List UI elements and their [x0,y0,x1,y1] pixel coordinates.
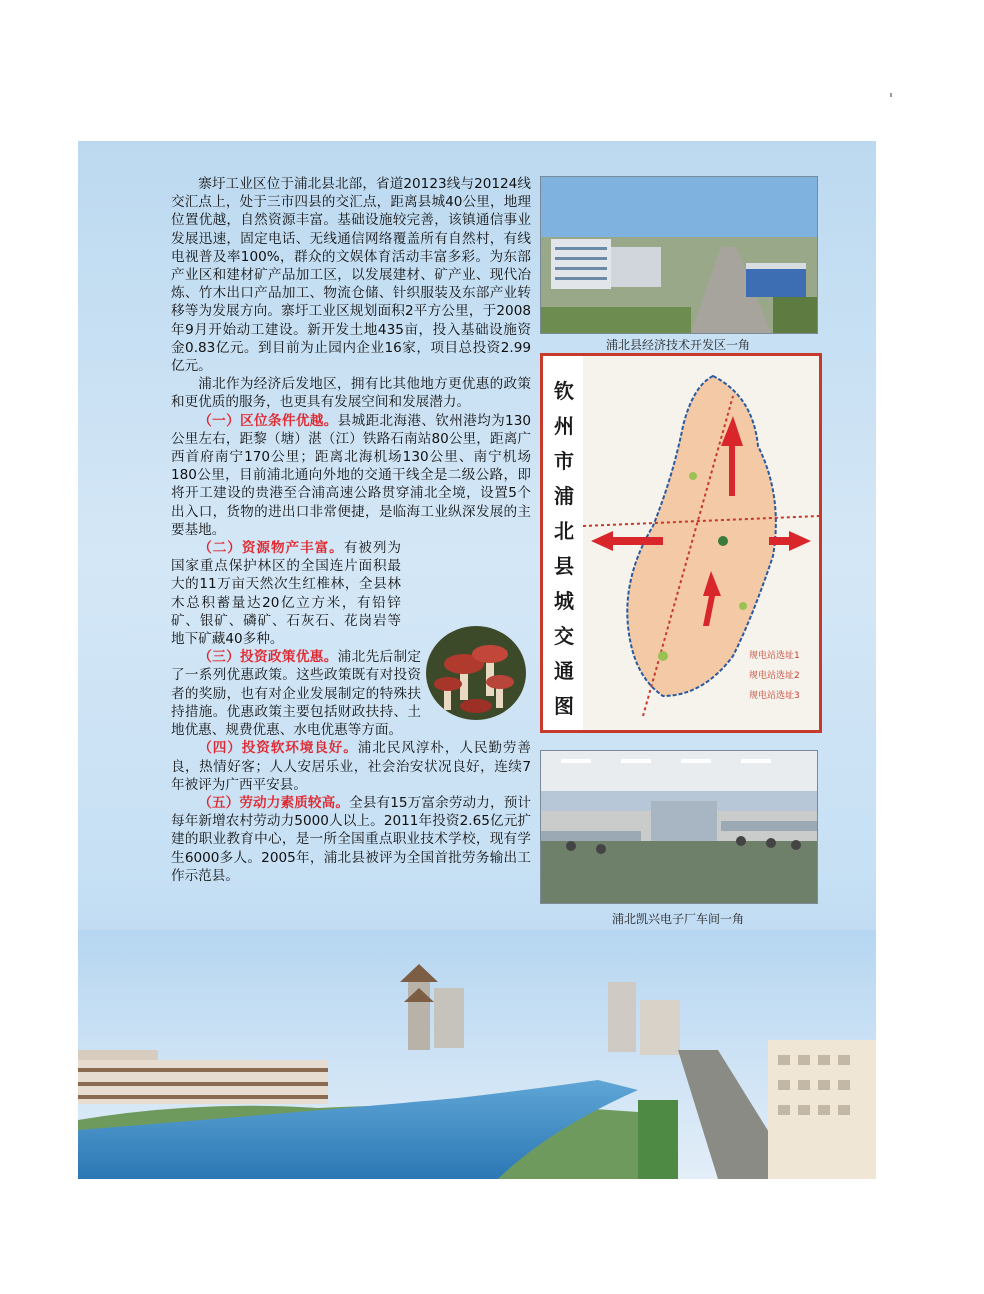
map-title-char: 交 [554,624,574,648]
map-title-char: 图 [554,694,574,718]
section-heading: （五）劳动力素质较高。 [198,794,350,811]
paragraph-text: 寨圩工业区位于浦北县北部，省道20123线与20124线交汇点上，处于三市四县的交汇点，距离县城40公里，地理位置优越，自然资源丰富。基础设施较完善，该镇通信事业发展迅速，固定电话、无线通信网络覆盖所有自然村，有线电视普及率100%，群众的文娱体育活动丰富多彩。为东部产业区和建材矿产品加工区，以发展建材、矿产业、现代冶炼、竹木出口产品加工、物流仓储、针织服装及东部产业转移等为发展方向。寨圩工业区规划面积2平方公里，于2008年9月开始动工建设。新开发土地435亩，投入基础设施资金0.83亿元。到目前为止园内企业16家，项目总投资2.99亿元。 [171,176,531,375]
paragraph-text: 浦北民风淳朴，人民勤劳善良，热情好客；人人安居乐业，社会治安状况良好，连续7年被评为广西平安县。 [171,740,531,793]
section-heading: （二）资源物产丰富。 [198,540,344,557]
paragraph-text: 浦北先后制定了一系列优惠政策。这些政策既有对投资者的奖励，也有对企业发展制定的特殊扶持措施。优惠政策主要包括财政扶持、土地优惠、规费优惠、水电优惠等方面。 [171,649,422,739]
map-title-char: 市 [554,449,574,473]
paragraph-text: 县城距北海港、钦州港均为130公里左右，距黎（塘）湛（江）铁路石南站80公里，距离广西首府南宁170公里；距离北海机场130公里、南宁机场180公里，目前浦北通向外地的交通干线全是二级公路，即将开工建设的贵港至合浦高速公路贯穿浦北全境，设置5个出入口，货物的进出口非常便捷，是临海工业纵深发展的主要基地。 [171,412,531,538]
map-title-char: 通 [554,659,574,683]
paragraph-text: 全县有15万富余劳动力，预计每年新增农村劳动力5000人以上。2011年投资2.65亿元扩建的职业教育中心，是一所全国重点职业技术学校，现有学生6000多人。2005年，浦北县被评为全国首批劳务输出工作示范县。 [171,794,532,884]
section-heading: （四）投资软环境良好。 [198,740,358,757]
traffic-map [540,353,822,733]
map-title-char: 钦 [554,379,574,403]
paragraph-environment [171,739,531,794]
mushroom-photo [426,626,526,720]
paragraph-labor [171,794,531,885]
paragraph-text: 有被列为国家重点保护林区的全国连片面积最大的11万亩天然次生红椎林，全县林木总积蓄量达20亿立方米，有铅锌矿、银矿、磷矿、石灰石、花岗岩等地下矿藏40多种。 [171,540,402,648]
article-body [171,175,531,885]
legend-item: 规电站选址1 [749,651,800,661]
legend-item: 规电站选址2 [749,671,800,681]
dev-zone-photo [540,176,818,334]
map-title-char: 县 [554,554,574,578]
map-title-char: 北 [554,519,574,543]
map-legend [749,646,800,706]
map-title-char: 城 [554,589,574,613]
dev-zone-caption: 浦北县经济技术开发区一角 [605,338,750,352]
paragraph-advantage [171,375,531,411]
section-heading: （一）区位条件优越。 [198,412,338,429]
paragraph-intro [171,175,531,375]
map-title-char: 州 [554,414,574,438]
paragraph-location [171,412,531,539]
factory-photo [540,750,818,904]
map-title-char: 浦 [554,484,574,508]
factory-caption: 浦北凯兴电子厂车间一角 [611,912,744,926]
section-heading: （三）投资政策优惠。 [198,649,338,666]
crop-mark [890,93,892,97]
map-title [549,374,579,724]
city-panorama-photo [78,930,876,1179]
paragraph-text: 浦北作为经济后发地区，拥有比其他地方更优惠的政策和更优质的服务，也更具有发展空间和发展潜力。 [171,376,531,411]
legend-item: 规电站选址3 [749,691,800,701]
